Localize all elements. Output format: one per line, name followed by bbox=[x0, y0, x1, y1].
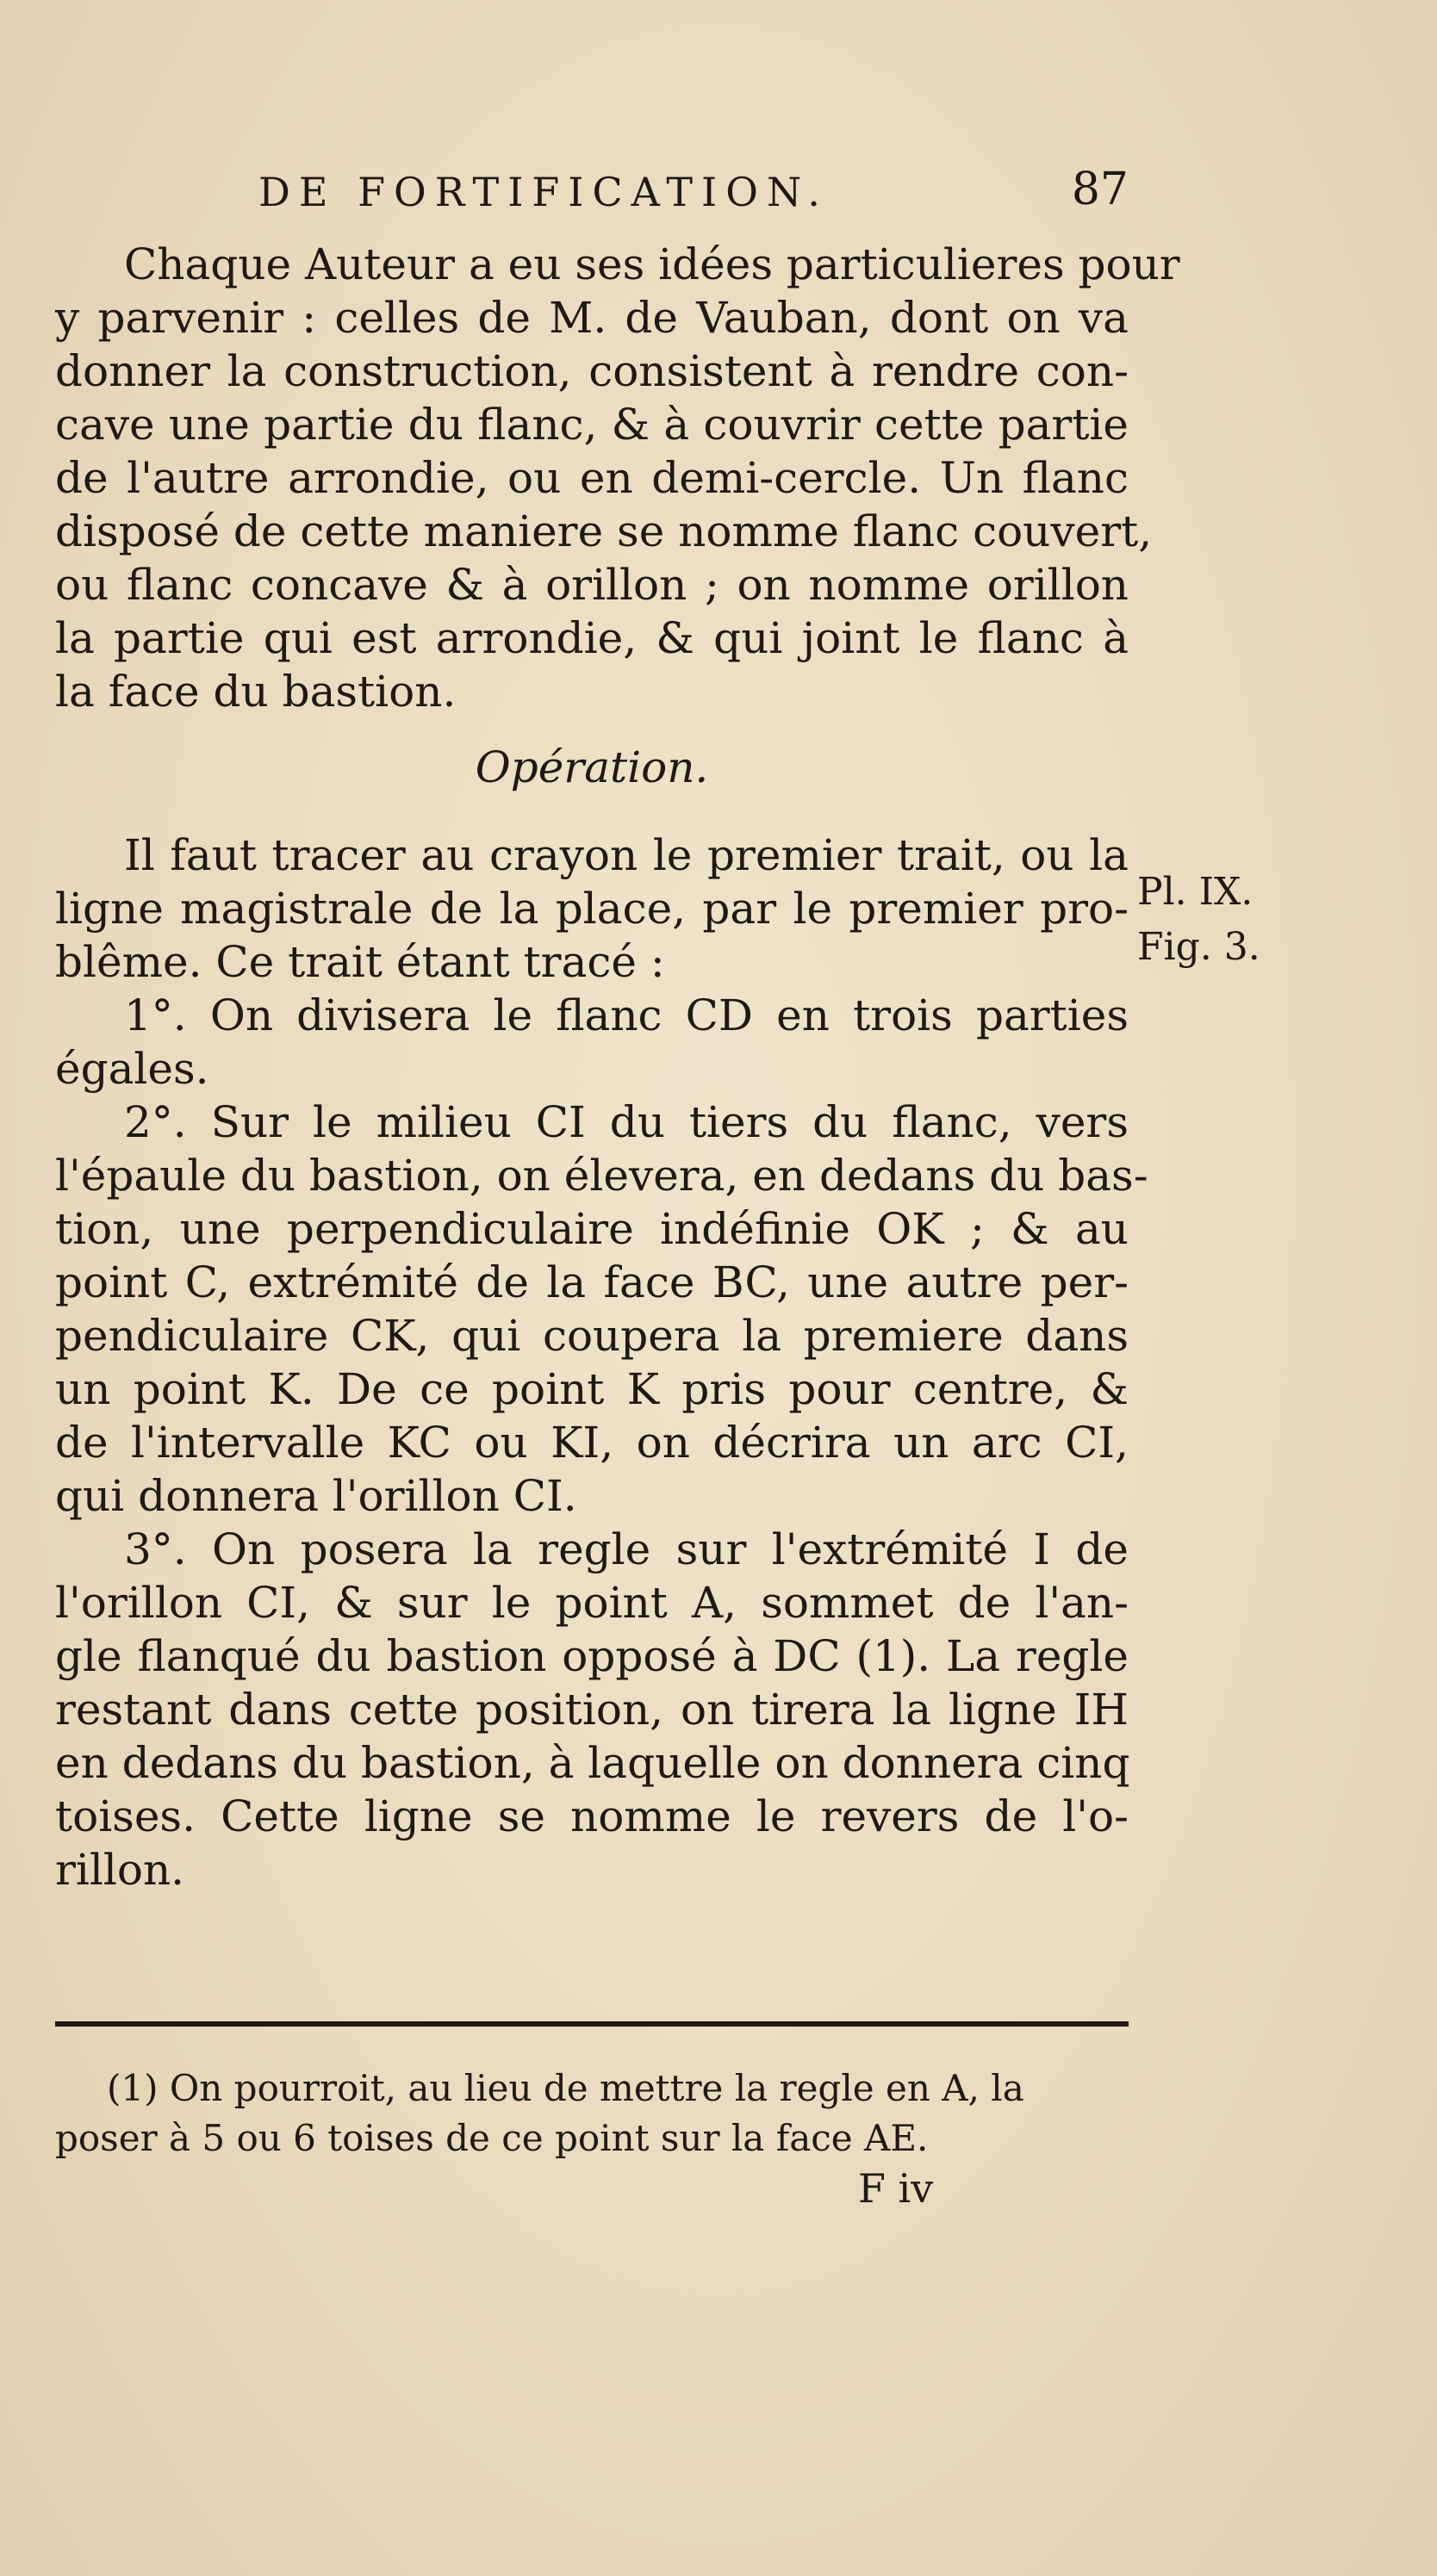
margin-plate-reference: Pl. IX. bbox=[1137, 870, 1253, 914]
page-header bbox=[258, 164, 1129, 229]
text-line: égales. bbox=[55, 1044, 209, 1094]
text-line: de l'autre arrondie, ou en demi-cercle. Un flanc bbox=[55, 453, 1129, 503]
text-line: disposé de cette maniere se nomme flanc couvert, bbox=[55, 506, 1153, 556]
footnote-line: (1) On pourroit, au lieu de mettre la regle en A, la bbox=[107, 2067, 1024, 2109]
text-line: 2°. Sur le milieu CI du tiers du flanc, vers bbox=[124, 1097, 1129, 1147]
footnote-line: poser à 5 ou 6 toises de ce point sur la face AE. bbox=[55, 2117, 929, 2159]
step-1 bbox=[55, 989, 1129, 1096]
text-line: gle flanqué du bastion opposé à DC (1). La regle bbox=[55, 1631, 1129, 1681]
footnote-divider bbox=[55, 2021, 1129, 2027]
page-number: 87 bbox=[1071, 164, 1129, 215]
main-text bbox=[55, 238, 1180, 1896]
step-3 bbox=[55, 1523, 1129, 1896]
text-line: l'orillon CI, & sur le point A, sommet de l'an- bbox=[55, 1578, 1129, 1628]
text-line: la face du bastion. bbox=[55, 667, 457, 717]
text-line: blême. Ce trait étant tracé : bbox=[55, 937, 665, 987]
text-line: en dedans du bastion, à laquelle on donnera cinq bbox=[55, 1738, 1130, 1788]
subheading: Opération. bbox=[475, 742, 709, 792]
text-line: Chaque Auteur a eu ses idées particulieres pour bbox=[124, 239, 1180, 289]
step-2 bbox=[55, 1096, 1148, 1523]
text-line: donner la construction, consistent à rendre con- bbox=[55, 346, 1129, 396]
text-line: la partie qui est arrondie, & qui joint le flanc à bbox=[55, 613, 1129, 663]
text-line: point C, extrémité de la face BC, une autre per- bbox=[55, 1257, 1129, 1307]
text-line: de l'intervalle KC ou KI, on décrira un arc CI, bbox=[55, 1418, 1129, 1468]
text-line: qui donnera l'orillon CI. bbox=[55, 1471, 577, 1521]
text-line: toises. Cette ligne se nomme le revers de l'o- bbox=[55, 1791, 1129, 1841]
text-line: cave une partie du flanc, & à couvrir cette partie bbox=[55, 400, 1129, 450]
text-line: un point K. De ce point K pris pour centre, & bbox=[55, 1364, 1129, 1414]
text-line: y parvenir : celles de M. de Vauban, dont on va bbox=[55, 293, 1129, 343]
text-line: l'épaule du bastion, on élevera, en dedans du bas- bbox=[55, 1151, 1148, 1201]
signature-mark: F iv bbox=[858, 2165, 934, 2212]
text-line: rillon. bbox=[55, 1845, 185, 1895]
text-line: ou flanc concave & à orillon ; on nomme orillon bbox=[55, 560, 1129, 610]
text-line: 1°. On divisera le flanc CD en trois parties bbox=[124, 990, 1129, 1040]
text-line: restant dans cette position, on tirera la ligne IH bbox=[55, 1685, 1129, 1735]
paragraph-operation bbox=[55, 829, 1129, 989]
footnote bbox=[55, 2064, 1129, 2163]
text-line: Il faut tracer au crayon le premier trait, ou la bbox=[124, 830, 1129, 880]
text-line: pendiculaire CK, qui coupera la premiere dans bbox=[55, 1311, 1129, 1361]
running-title: DE FORTIFICATION. bbox=[258, 169, 829, 215]
paragraph-intro bbox=[55, 238, 1180, 718]
text-line: ligne magistrale de la place, par le premier pro- bbox=[55, 884, 1129, 934]
margin-figure-reference: Fig. 3. bbox=[1137, 925, 1260, 969]
text-line: 3°. On posera la regle sur l'extrémité I de bbox=[124, 1524, 1129, 1574]
text-line: tion, une perpendiculaire indéfinie OK ; & au bbox=[55, 1204, 1129, 1254]
